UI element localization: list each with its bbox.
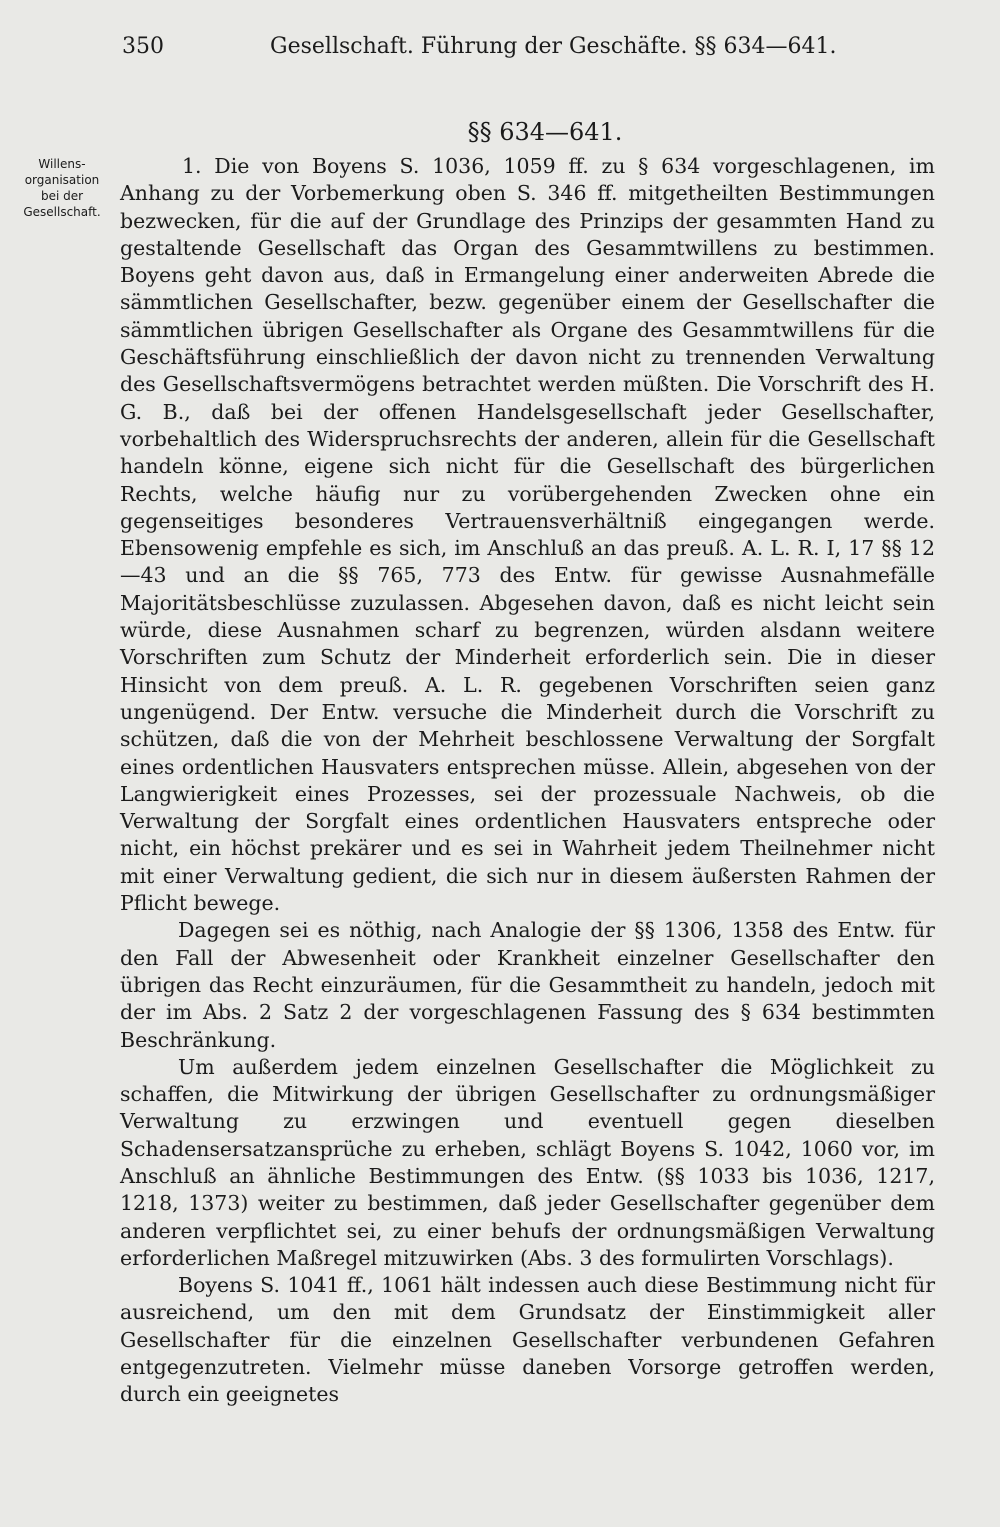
paragraph: Um außerdem jedem einzelnen Gesellschafter die Möglichkeit zu schaffen, die Mitwirkung der übrigen Gesellschafter zu ordnungsmäßiger Verwaltung zu erzwingen und eventuell gegen dieselben Schadensersatzansprüche zu erheben, schlägt Boyens S. 1042, 1060 vor, im Anschluß an ähnliche Bestimmungen des Entw. (§§ 1033 bis 1036, 1217, 1218, 1373) weiter zu bestimmen, daß jeder Gesellschafter gegenüber dem anderen verpflichtet sei, zu einer behufs der ordnungsmäßigen Verwaltung erforderlichen Maßregel mitzuwirken (Abs. 3 des formulirten Vorschlags). [120,1054,935,1270]
margin-note-line: Willens- [38,157,86,171]
page-number: 350 [122,34,164,59]
paragraph: Dagegen sei es nöthig, nach Analogie der §§ 1306, 1358 des Entw. für den Fall der Abwesenheit oder Krankheit einzelner Gesellschafter den übrigen das Recht einzuräumen, für die Gesammtheit zu handeln, jedoch mit der im Abs. 2 Satz 2 der vorgeschlagenen Fassung des § 634 bestimmten Beschränkung. [120,918,935,1052]
margin-note-line: organisation [24,173,100,187]
running-head-title: Gesellschaft. Führung der Geschäfte. §§ 634—641. [270,34,837,59]
margin-note-line: bei der [40,189,84,203]
body-text [120,153,935,1409]
margin-note [8,156,116,220]
running-head [122,30,942,64]
section-heading: §§ 634—641. [467,118,623,146]
margin-note-line: Gesellschaft. [23,205,101,219]
paragraph: Boyens S. 1041 ff., 1061 hält indessen auch diese Bestimmung nicht für ausreichend, um den mit dem Grundsatz der Einstimmigkeit aller Gesellschafter für die einzelnen Gesellschafter verbundenen Gefahren entgegenzutreten. Vielmehr müsse daneben Vorsorge getroffen werden, durch ein geeignetes [120,1273,935,1407]
paragraph: 1. Die von Boyens S. 1036, 1059 ff. zu § 634 vorgeschlagenen, im Anhang zu der Vorbemerkung oben S. 346 ff. mitgetheilten Bestimmungen bezwecken, für die auf der Grundlage des Prinzips der gesammten Hand zu gestaltende Gesellschaft das Organ des Gesammtwillens zu bestimmen. Boyens geht davon aus, daß in Ermangelung einer anderweiten Abrede die sämmtlichen Gesellschafter, bezw. gegenüber einem der Gesellschafter die sämmtlichen übrigen Gesellschafter als Organe des Gesammtwillens für die Geschäftsführung einschließlich der davon nicht zu trennenden Verwaltung des Gesellschaftsvermögens betrachtet werden müßten. Die Vorschrift des H. G. B., daß bei der offenen Handelsgesellschaft jeder Gesellschafter, vorbehaltlich des Widerspruchsrechts der anderen, allein für die Gesellschaft handeln könne, eigene sich nicht für die Gesellschaft des bürgerlichen Rechts, welche häufig nur zu vorübergehenden Zwecken ohne ein gegenseitiges besonderes Vertrauensverhältniß eingegangen werde. Ebensowenig empfehle es sich, im Anschluß an das preuß. A. L. R. I, 17 §§ 12—43 und an die §§ 765, 773 des Entw. für gewisse Ausnahmefälle Majoritätsbeschlüsse zuzulassen. Abgesehen davon, daß es nicht leicht sein würde, diese Ausnahmen scharf zu begrenzen, würden alsdann weitere Vorschriften zum Schutz der Minderheit erforderlich sein. Die in dieser Hinsicht von dem preuß. A. L. R. gegebenen Vorschriften seien ganz ungenügend. Der Entw. versuche die Minderheit durch die Vorschrift zu schützen, daß die von der Mehrheit beschlossene Verwaltung der Sorgfalt eines ordentlichen Hausvaters entsprechen müsse. Allein, abgesehen von der Langwierigkeit eines Prozesses, sei der prozessuale Nachweis, ob die Verwaltung der Sorgfalt eines ordentlichen Hausvaters entspreche oder nicht, ein höchst prekärer und es sei in Wahrheit jedem Theilnehmer nicht mit einer Verwaltung gedient, die sich nur in diesem äußersten Rahmen der Pflicht bewege. [120,154,935,916]
